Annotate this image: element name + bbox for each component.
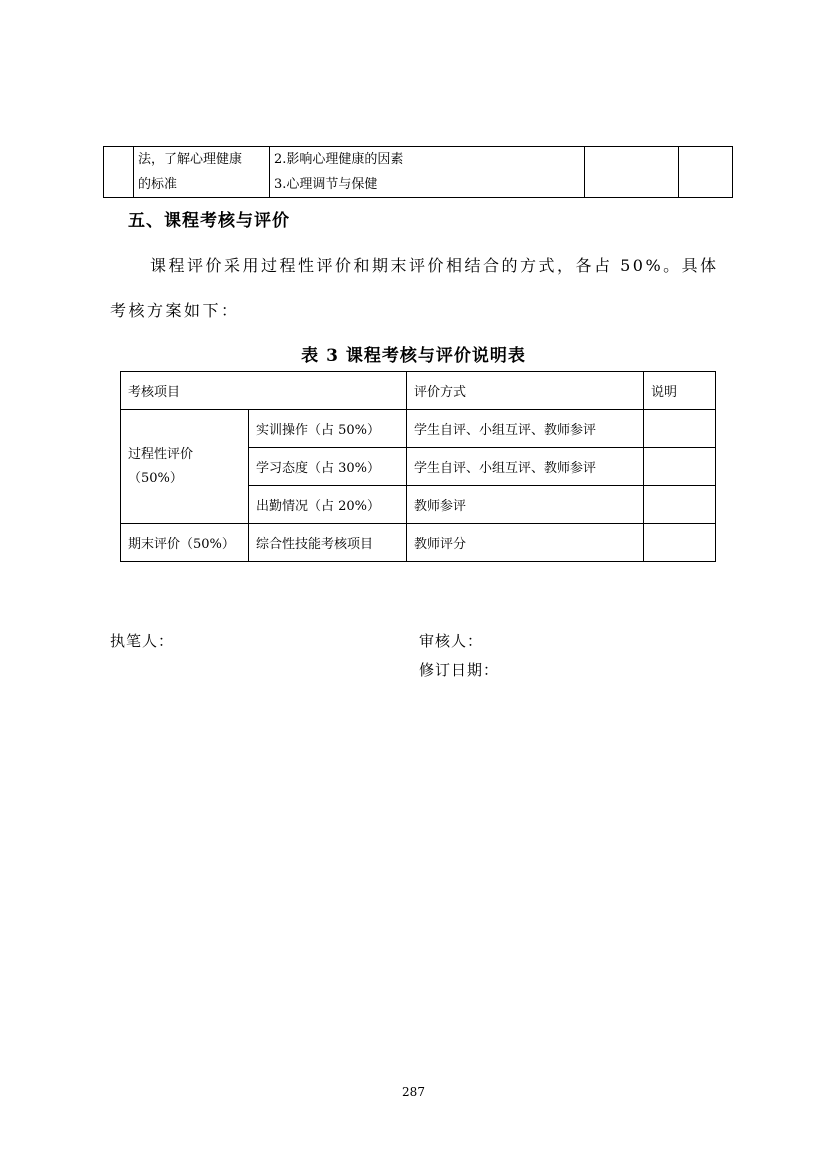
- cell-line: 的标准: [138, 177, 178, 192]
- assessment-table: [120, 371, 716, 562]
- table-header-row: [121, 372, 716, 410]
- reviewer-label: 审核人：: [419, 632, 484, 650]
- process-eval-cell: [121, 410, 249, 524]
- table-cell: 学生自评、小组互评、教师参评: [407, 410, 644, 448]
- table-cell: 学生自评、小组互评、教师参评: [407, 448, 644, 486]
- table-cell: [644, 410, 716, 448]
- table-cell: [644, 486, 716, 524]
- table-cell: [679, 147, 733, 198]
- continued-table: [103, 146, 733, 198]
- table-cell: [644, 524, 716, 562]
- table-cell: 学习态度（占 30%）: [249, 448, 407, 486]
- table-row: [104, 147, 733, 198]
- cell-line: 过程性评价: [128, 446, 194, 462]
- cell-line: （50%）: [128, 470, 183, 486]
- cell-line: 法，了解心理健康: [138, 152, 243, 167]
- header-cell: 评价方式: [407, 372, 644, 410]
- revision-date-label: 修订日期：: [419, 661, 500, 679]
- table-cell: 出勤情况（占 20%）: [249, 486, 407, 524]
- paragraph-line: 课程评价采用过程性评价和期末评价相结合的方式，各占 50%。具体: [150, 256, 719, 275]
- table-cell: 教师评分: [407, 524, 644, 562]
- table-cell: 教师参评: [407, 486, 644, 524]
- table-cell: 期末评价（50%）: [121, 524, 249, 562]
- table-cell: 实训操作（占 50%）: [249, 410, 407, 448]
- header-cell: 考核项目: [121, 372, 407, 410]
- table-cell: [134, 147, 270, 198]
- table-cell: [585, 147, 679, 198]
- table-cell: [104, 147, 134, 198]
- table-caption: 表 3 课程考核与评价说明表: [301, 346, 526, 366]
- table-cell: [644, 448, 716, 486]
- section-heading: 五、课程考核与评价: [128, 211, 290, 231]
- table-cell: 综合性技能考核项目: [249, 524, 407, 562]
- table-row: [121, 410, 716, 448]
- cell-line: 3.心理调节与保健: [274, 177, 378, 192]
- page-number: 287: [402, 1085, 425, 1099]
- table-cell: [270, 147, 585, 198]
- header-cell: 说明: [644, 372, 716, 410]
- table-row: [121, 524, 716, 562]
- writer-label: 执笔人：: [110, 632, 175, 650]
- cell-line: 2.影响心理健康的因素: [274, 152, 404, 167]
- paragraph-line: 考核方案如下：: [110, 301, 240, 320]
